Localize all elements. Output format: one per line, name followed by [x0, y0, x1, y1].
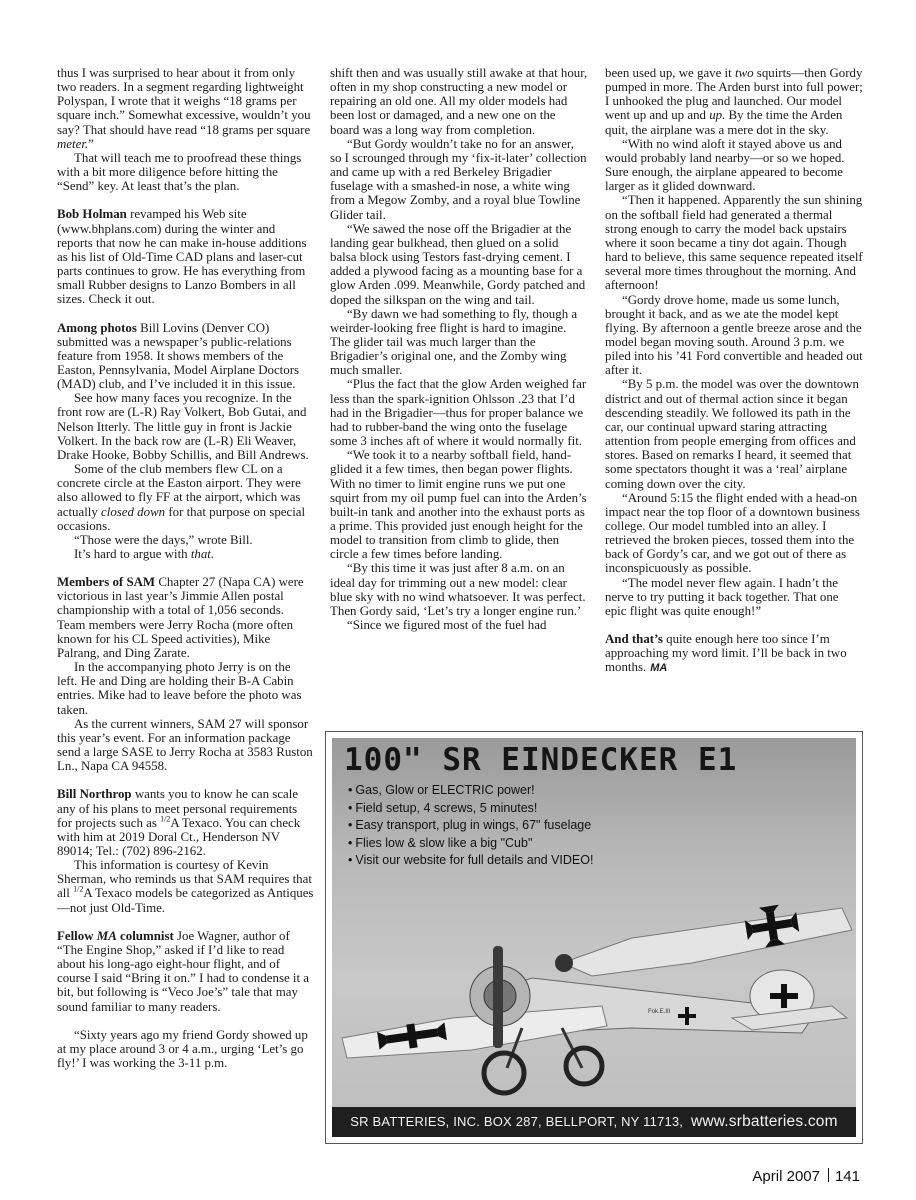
list-item: • Field setup, 4 screws, 5 minutes! — [348, 800, 593, 818]
paragraph: “But Gordy wouldn’t take no for an answer, so I scrounged through my ‘fix-it-later’ collection and came up with a red Berkeley Brigadier fuselage with a smashed-in nose, a white wing from a Megow Zomby, and a royal blue Towline Glider tail. — [330, 136, 587, 222]
paragraph: As the current winners, SAM 27 will sponsor this year’s event. For an information package send a large SASE to Jerry Rocha at 3583 Ruston Ln., Napa CA 94558. — [57, 716, 313, 774]
paragraph: “By 5 p.m. the model was over the downtown district and out of thermal action since it began descending steadily. We followed its path in the car, our continual upward staring attracting attention from people emerging from offices and stores. Based on remarks I heard, it seemed that some spectators thought it was a ‘real’ airplane coming down over the city. — [605, 377, 860, 491]
paragraph: thus I was surprised to hear about it from only two readers. In a segment regarding lightweight Polyspan, I wrote that it weighs “18 grams per square inch.” Somewhat excessive, wouldn’t you say? That should have read “18 grams per square meter.” — [57, 66, 311, 151]
paragraph: Bob Holman revamped his Web site (www.bhplans.com) during the winter and reports that now he can make in-house additions as his list of Old-Time CAD plans and laser-cut parts continues to grow. He has everything from small Rubber designs to Lanzo Bombers in all sizes. Check it out. — [57, 207, 307, 307]
paragraph: Fellow MA columnist Joe Wagner, author of “The Engine Shop,” asked if I’d like to read about his long-ago eight-hour flight, and of course I said “Bring it on.” I had to condense it a bit, but following is “Veco Joe’s” tale that may sound familiar to many readers. — [57, 928, 310, 1014]
paragraph: In the accompanying photo Jerry is on the left. He and Ding are holding their B-A Cabin entries. Mike had to leave before the photo was taken. — [57, 660, 302, 717]
airplane-illustration — [332, 868, 856, 1108]
paragraph: This information is courtesy of Kevin Sherman, who reminds us that SAM requires that all $^{1/2}$A Texaco models be categorized as Antiques—not just Old-Time. — [57, 858, 314, 915]
ad-panel — [332, 738, 856, 1137]
paragraph: “By this time it was just after 8 a.m. on an ideal day for trimming out a new model: clear blue sky with no wind whatsoever. It was perfect. Then Gordy said, ‘Let’s try a longer engine run.’ — [330, 561, 586, 618]
ad-feature-list — [348, 782, 593, 870]
paragraph: Some of the club members flew CL on a concrete circle at the Easton airport. They were also allowed to fly FF at the airport, which was actually closed down for that purpose on special occasions. — [57, 462, 306, 533]
paragraph: See how many faces you recognize. In the front row are (L-R) Ray Volkert, Bob Gutai, and Nelson Itterly. The little guy in front is Jackie Volkert. In the back row are (L-R) Eli Weaver, Drake Hooke, Bobby Schillis, and Bill Andrews. — [57, 391, 309, 462]
page-number: 141 — [834, 1168, 860, 1185]
paragraph: “By dawn we had something to fly, though a weirder-looking free flight is hard to imagine. The glider tail was much larger than the Brigadier’s original one, and the Zomby wing much smaller. — [330, 306, 578, 378]
paragraph: Members of SAM Chapter 27 (Napa CA) were victorious in last year’s Jimmie Allen postal championship with a total of 1,056 seconds. Team members were Jerry Rocha (more often known for his CL Speed activities), Mike Palrang, and Ding Zarate. — [57, 575, 304, 660]
paragraph: And that’s quite enough here too since I’m approaching my word limit. I’ll be back in two months. MA — [605, 632, 847, 675]
paragraph: “Those were the days,” wrote Bill. — [74, 532, 253, 547]
plane-marking: Fok.E.III — [648, 1009, 671, 1015]
ad-footer-address: SR BATTERIES, INC. BOX 287, BELLPORT, NY 11713, — [350, 1114, 684, 1129]
paragraph: “We sawed the nose off the Brigadier at the landing gear bulkhead, then glued on a solid balsa block using Testors fast-drying cement. I added a plywood facing as a mounting base for a glow Arden .099. Meanwhile, Gordy patched and doped the silkspan on the wing and tail. — [330, 221, 586, 307]
divider — [828, 1168, 829, 1182]
ad-website-link[interactable]: www.srbatteries.com — [690, 1113, 838, 1130]
paragraph: That will teach me to proofread these things with a bit more diligence before hitting the “Send” key. At least that’s the plan. — [57, 150, 302, 194]
paragraph: “Around 5:15 the flight ended with a head-on impact near the top floor of a downtown business college. Our model tumbled into an alley. I retrieved the broken pieces, tossed them into the back of Gordy’s car, and we got out of there as inconspicuously as possible. — [605, 490, 860, 576]
paragraph: “With no wind aloft it stayed above us and would probably land nearby—or so we hoped. Sure enough, the airplane appeared to become larger as it glided downward. — [605, 136, 845, 194]
paragraph: “Plus the fact that the glow Arden weighed far less than the spark-ignition Ohlsson .23 that I’d had in the Brigadier—thus for proper balance we had to rubber-band the wing onto the fuselage some 3 inches aft of where it would normally fit. — [330, 377, 587, 449]
paragraph: Among photos Bill Lovins (Denver CO) submitted was a newspaper’s public-relations feature from 1958. It shows members of the Easton, Pennsylvania, Model Airplane Doctors (MAD) club, and I’ve included it in this issue. — [57, 320, 300, 392]
column-1 — [57, 66, 314, 1070]
page-folio — [752, 1168, 860, 1185]
ma-end-mark: MA — [650, 662, 668, 675]
column-2 — [330, 66, 588, 632]
paragraph: “Since we figured most of the fuel had — [347, 618, 547, 633]
advertisement — [325, 731, 863, 1144]
ad-footer — [332, 1107, 856, 1137]
ad-title: 100" SR EINDECKER E1 — [344, 742, 738, 778]
paragraph: It’s hard to argue with that. — [74, 547, 215, 561]
paragraph: “We took it to a nearby softball field, hand-glided it a few times, then began power flights. With no timer to limit engine runs we put one squirt from my oil pump fuel can into the Arden’s built-in tank and another into the exhaust ports as a prime. This provided just enough height for the model to transition from climb to glide, then circle a few times before landing. — [330, 448, 587, 562]
paragraph: Bill Northrop wants you to know he can scale any of his plans to meet personal requirements for projects such as $^{1/2}$A Texaco. You can check with him at 2019 Doral Ct., Henderson NV 89014; Tel.: (702) 896-2162. — [57, 787, 301, 858]
list-item: • Flies low & slow like a big "Cub" — [348, 835, 593, 853]
issue-date: April 2007 — [752, 1168, 820, 1185]
column-3 — [605, 66, 863, 676]
list-item: • Easy transport, plug in wings, 67" fuselage — [348, 817, 593, 835]
list-item: • Visit our website for full details and VIDEO! — [348, 852, 593, 870]
paragraph: shift then and was usually still awake at that hour, often in my shop constructing a new model or repairing an old one. All my older models had been lost or damaged, and a new one on the board was a long way from completion. — [330, 66, 588, 137]
list-item: • Gas, Glow or ELECTRIC power! — [348, 782, 593, 800]
paragraph: been used up, we gave it two squirts—then Gordy pumped in more. The Arden burst into full power; I unhooked the plug and launched. Our model went up and up and up. By the time the Arden quit, the airplane was a mere dot in the sky. — [605, 66, 863, 137]
paragraph: “Gordy drove home, made us some lunch, brought it back, and as we ate the model kept flying. By afternoon a gentle breeze arose and the model began moving south. Around 3 p.m. we piled into his ’41 Ford convertible and headed out after it. — [605, 292, 863, 378]
paragraph: “The model never flew again. I hadn’t the nerve to try putting it back together. That one epic flight was quite enough!” — [605, 575, 839, 618]
paragraph: “Then it happened. Apparently the sun shining on the softball field had generated a thermal strong enough to carry the model back upstairs where it soon became a tiny dot again. Though hard to believe, this same sequence repeated itself several more times throughout the morning. And afternoon! — [605, 193, 863, 293]
paragraph: “Sixty years ago my friend Gordy showed up at my place around 3 or 4 a.m., urging ‘Let’s go fly!’ I was working the 3-11 p.m. — [57, 1027, 308, 1070]
